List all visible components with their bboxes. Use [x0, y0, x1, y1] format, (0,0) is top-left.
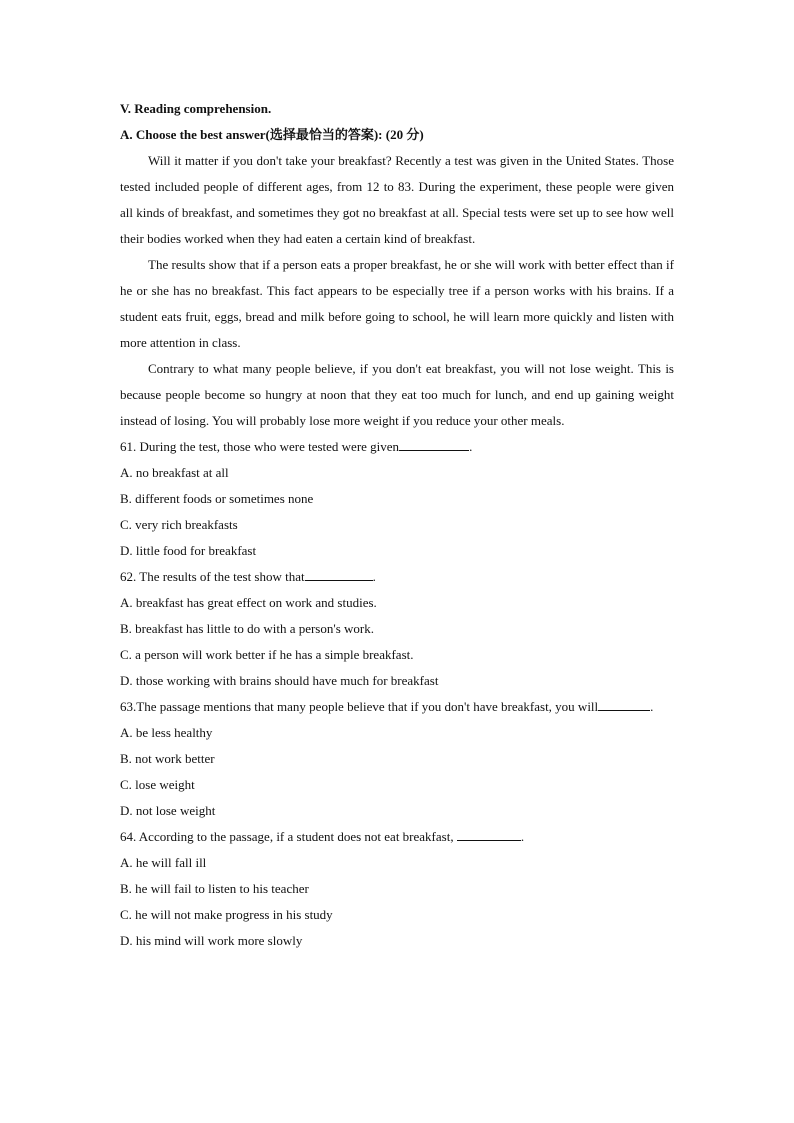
passage-paragraph-2: The results show that if a person eats a proper breakfast, he or she will work with better effect than if he or she has no breakfast. This fact appears to be especially tree if a person works with his brains. If a student eats fruit, eggs, bread and milk before going to school, he will learn more quickly and listen with more attention in class.: [120, 257, 674, 350]
option-a: A. he will fall ill: [120, 855, 207, 870]
option-c: C. lose weight: [120, 777, 195, 792]
question-stem: 61. During the test, those who were tested were given .: [120, 434, 674, 460]
answer-blank[interactable]: [399, 436, 469, 451]
option-b: B. different foods or sometimes none: [120, 491, 314, 506]
question-62: [120, 564, 674, 694]
option-c: C. he will not make progress in his study: [120, 907, 333, 922]
option-c: C. very rich breakfasts: [120, 517, 238, 532]
option-d: D. his mind will work more slowly: [120, 933, 303, 948]
option-a: A. be less healthy: [120, 725, 213, 740]
answer-blank[interactable]: [305, 566, 373, 581]
option-a: A. breakfast has great effect on work and studies.: [120, 595, 377, 610]
answer-blank[interactable]: [598, 696, 650, 711]
section-subtitle: A. Choose the best answer(选择最恰当的答案): (20 分): [120, 127, 424, 142]
question-stem: 64. According to the passage, if a student does not eat breakfast, .: [120, 824, 674, 850]
passage-paragraph-3: Contrary to what many people believe, if you don't eat breakfast, you will not lose weight. This is because people become so hungry at noon that they eat too much for lunch, and end up gaining weight instead of losing. You will probably lose more weight if you reduce your other meals.: [120, 361, 674, 428]
option-c: C. a person will work better if he has a simple breakfast.: [120, 647, 414, 662]
option-d: D. little food for breakfast: [120, 543, 257, 558]
question-64: [120, 824, 674, 954]
option-b: B. breakfast has little to do with a person's work.: [120, 621, 374, 636]
passage-paragraph-1: Will it matter if you don't take your breakfast? Recently a test was given in the United States. Those tested included people of different ages, from 12 to 83. During the experiment, these people were given all kinds of breakfast, and sometimes they got no breakfast at all. Special tests were set up to see how well their bodies worked when they had eaten a certain kind of breakfast.: [120, 153, 674, 246]
question-stem: 63.The passage mentions that many people believe that if you don't have breakfast, you will .: [120, 694, 674, 720]
option-d: D. those working with brains should have much for breakfast: [120, 673, 439, 688]
question-63: [120, 694, 674, 824]
question-stem: 62. The results of the test show that .: [120, 564, 674, 590]
option-b: B. not work better: [120, 751, 215, 766]
document-page: [120, 96, 674, 954]
section-title: V. Reading comprehension.: [120, 101, 272, 116]
option-a: A. no breakfast at all: [120, 465, 229, 480]
option-d: D. not lose weight: [120, 803, 216, 818]
option-b: B. he will fail to listen to his teacher: [120, 881, 309, 896]
answer-blank[interactable]: [457, 826, 521, 841]
question-61: [120, 434, 674, 564]
